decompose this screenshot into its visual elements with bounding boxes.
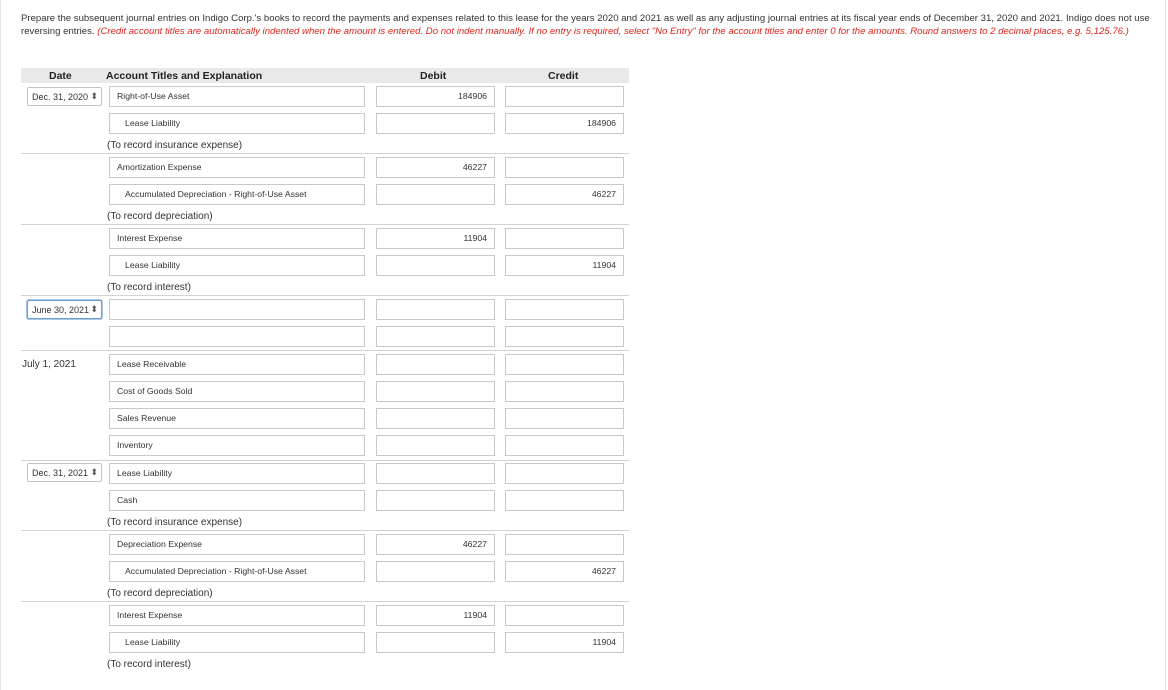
account-title-input[interactable]: Interest Expense <box>109 228 365 249</box>
select-arrow-icon: ⬍ <box>90 91 98 101</box>
account-title-input[interactable] <box>109 299 365 320</box>
credit-input[interactable] <box>505 490 624 511</box>
select-arrow-icon: ⬍ <box>90 467 98 477</box>
credit-input[interactable] <box>505 299 624 320</box>
credit-input[interactable] <box>505 408 624 429</box>
debit-input[interactable] <box>376 435 495 456</box>
account-title-input[interactable]: Lease Liability <box>109 113 365 134</box>
account-column-header: Account Titles and Explanation <box>106 70 263 82</box>
instructions <box>21 13 1151 38</box>
credit-input[interactable] <box>505 354 624 375</box>
date-select-value: Dec. 31, 2021 <box>32 468 89 478</box>
credit-input[interactable] <box>505 86 624 107</box>
account-title-input[interactable]: Sales Revenue <box>109 408 365 429</box>
date-select-dec-31-2021[interactable] <box>27 463 102 482</box>
account-title-input[interactable]: Lease Liability <box>109 463 365 484</box>
debit-input[interactable] <box>376 113 495 134</box>
entry-separator <box>21 153 629 154</box>
debit-input[interactable] <box>376 561 495 582</box>
entry-separator <box>21 601 629 602</box>
account-title-input[interactable]: Depreciation Expense <box>109 534 365 555</box>
entry-explanation: (To record insurance expense) <box>107 140 243 151</box>
account-title-input[interactable]: Interest Expense <box>109 605 365 626</box>
entry-separator <box>21 460 629 461</box>
account-title-input[interactable]: Amortization Expense <box>109 157 365 178</box>
account-title-input[interactable]: Right-of-Use Asset <box>109 86 365 107</box>
date-label-july-1-2021: July 1, 2021 <box>22 359 76 370</box>
credit-input[interactable] <box>505 463 624 484</box>
credit-input[interactable] <box>505 326 624 347</box>
select-arrow-icon: ⬍ <box>90 304 98 314</box>
entry-separator <box>21 530 629 531</box>
date-column-header: Date <box>49 70 72 82</box>
account-title-input[interactable] <box>109 326 365 347</box>
account-title-input[interactable]: Accumulated Depreciation - Right-of-Use Asset <box>109 184 365 205</box>
debit-input[interactable]: 11904 <box>376 228 495 249</box>
account-title-input[interactable]: Lease Liability <box>109 632 365 653</box>
date-select-value: Dec. 31, 2020 <box>32 92 89 102</box>
debit-input[interactable] <box>376 326 495 347</box>
credit-input[interactable] <box>505 228 624 249</box>
date-select-dec-31-2020[interactable] <box>27 87 102 106</box>
date-select-value: June 30, 2021 <box>32 305 90 315</box>
debit-input[interactable] <box>376 354 495 375</box>
debit-input[interactable] <box>376 490 495 511</box>
credit-input[interactable]: 184906 <box>505 113 624 134</box>
date-select-june-30-2021[interactable] <box>27 300 102 319</box>
credit-input[interactable]: 11904 <box>505 255 624 276</box>
account-title-input[interactable]: Inventory <box>109 435 365 456</box>
entry-separator <box>21 350 629 351</box>
account-title-input[interactable]: Cash <box>109 490 365 511</box>
entry-separator <box>21 224 629 225</box>
credit-input[interactable] <box>505 381 624 402</box>
instructions-note: (Credit account titles are automatically indented when the amount is entered. Do not indent manually. If no entry is required, select "No Entry" for the account titles and enter 0 for the amounts. Round answers to 2 decimal places, e.g. 5,125.76.) <box>97 25 1129 37</box>
debit-input[interactable]: 184906 <box>376 86 495 107</box>
credit-input[interactable]: 46227 <box>505 184 624 205</box>
credit-input[interactable] <box>505 435 624 456</box>
debit-input[interactable]: 46227 <box>376 157 495 178</box>
credit-column-header: Credit <box>548 70 579 82</box>
account-title-input[interactable]: Accumulated Depreciation - Right-of-Use Asset <box>109 561 365 582</box>
entry-explanation: (To record interest) <box>107 282 191 293</box>
credit-input[interactable] <box>505 605 624 626</box>
debit-input[interactable] <box>376 463 495 484</box>
entry-explanation: (To record depreciation) <box>107 588 213 599</box>
account-title-input[interactable]: Lease Liability <box>109 255 365 276</box>
credit-input[interactable]: 11904 <box>505 632 624 653</box>
debit-input[interactable] <box>376 408 495 429</box>
debit-input[interactable]: 46227 <box>376 534 495 555</box>
journal-table-header <box>21 68 629 83</box>
credit-input[interactable] <box>505 534 624 555</box>
debit-input[interactable] <box>376 381 495 402</box>
debit-column-header: Debit <box>420 70 447 82</box>
entry-explanation: (To record depreciation) <box>107 211 213 222</box>
debit-input[interactable] <box>376 299 495 320</box>
debit-input[interactable]: 11904 <box>376 605 495 626</box>
entry-explanation: (To record interest) <box>107 659 191 670</box>
debit-input[interactable] <box>376 184 495 205</box>
account-title-input[interactable]: Lease Receivable <box>109 354 365 375</box>
instructions-text: Prepare the subsequent journal entries on Indigo Corp.'s books to record the payments and expenses related to this lease for the years 2020 and 2021 as well as any adjusting journal entries at its fiscal year ends of December 31, 2020 and 2021. Indigo does not use reversing entries. <box>21 13 1150 37</box>
entry-explanation: (To record insurance expense) <box>107 517 243 528</box>
credit-input[interactable]: 46227 <box>505 561 624 582</box>
account-title-input[interactable]: Cost of Goods Sold <box>109 381 365 402</box>
credit-input[interactable] <box>505 157 624 178</box>
debit-input[interactable] <box>376 255 495 276</box>
debit-input[interactable] <box>376 632 495 653</box>
entry-separator <box>21 295 629 296</box>
